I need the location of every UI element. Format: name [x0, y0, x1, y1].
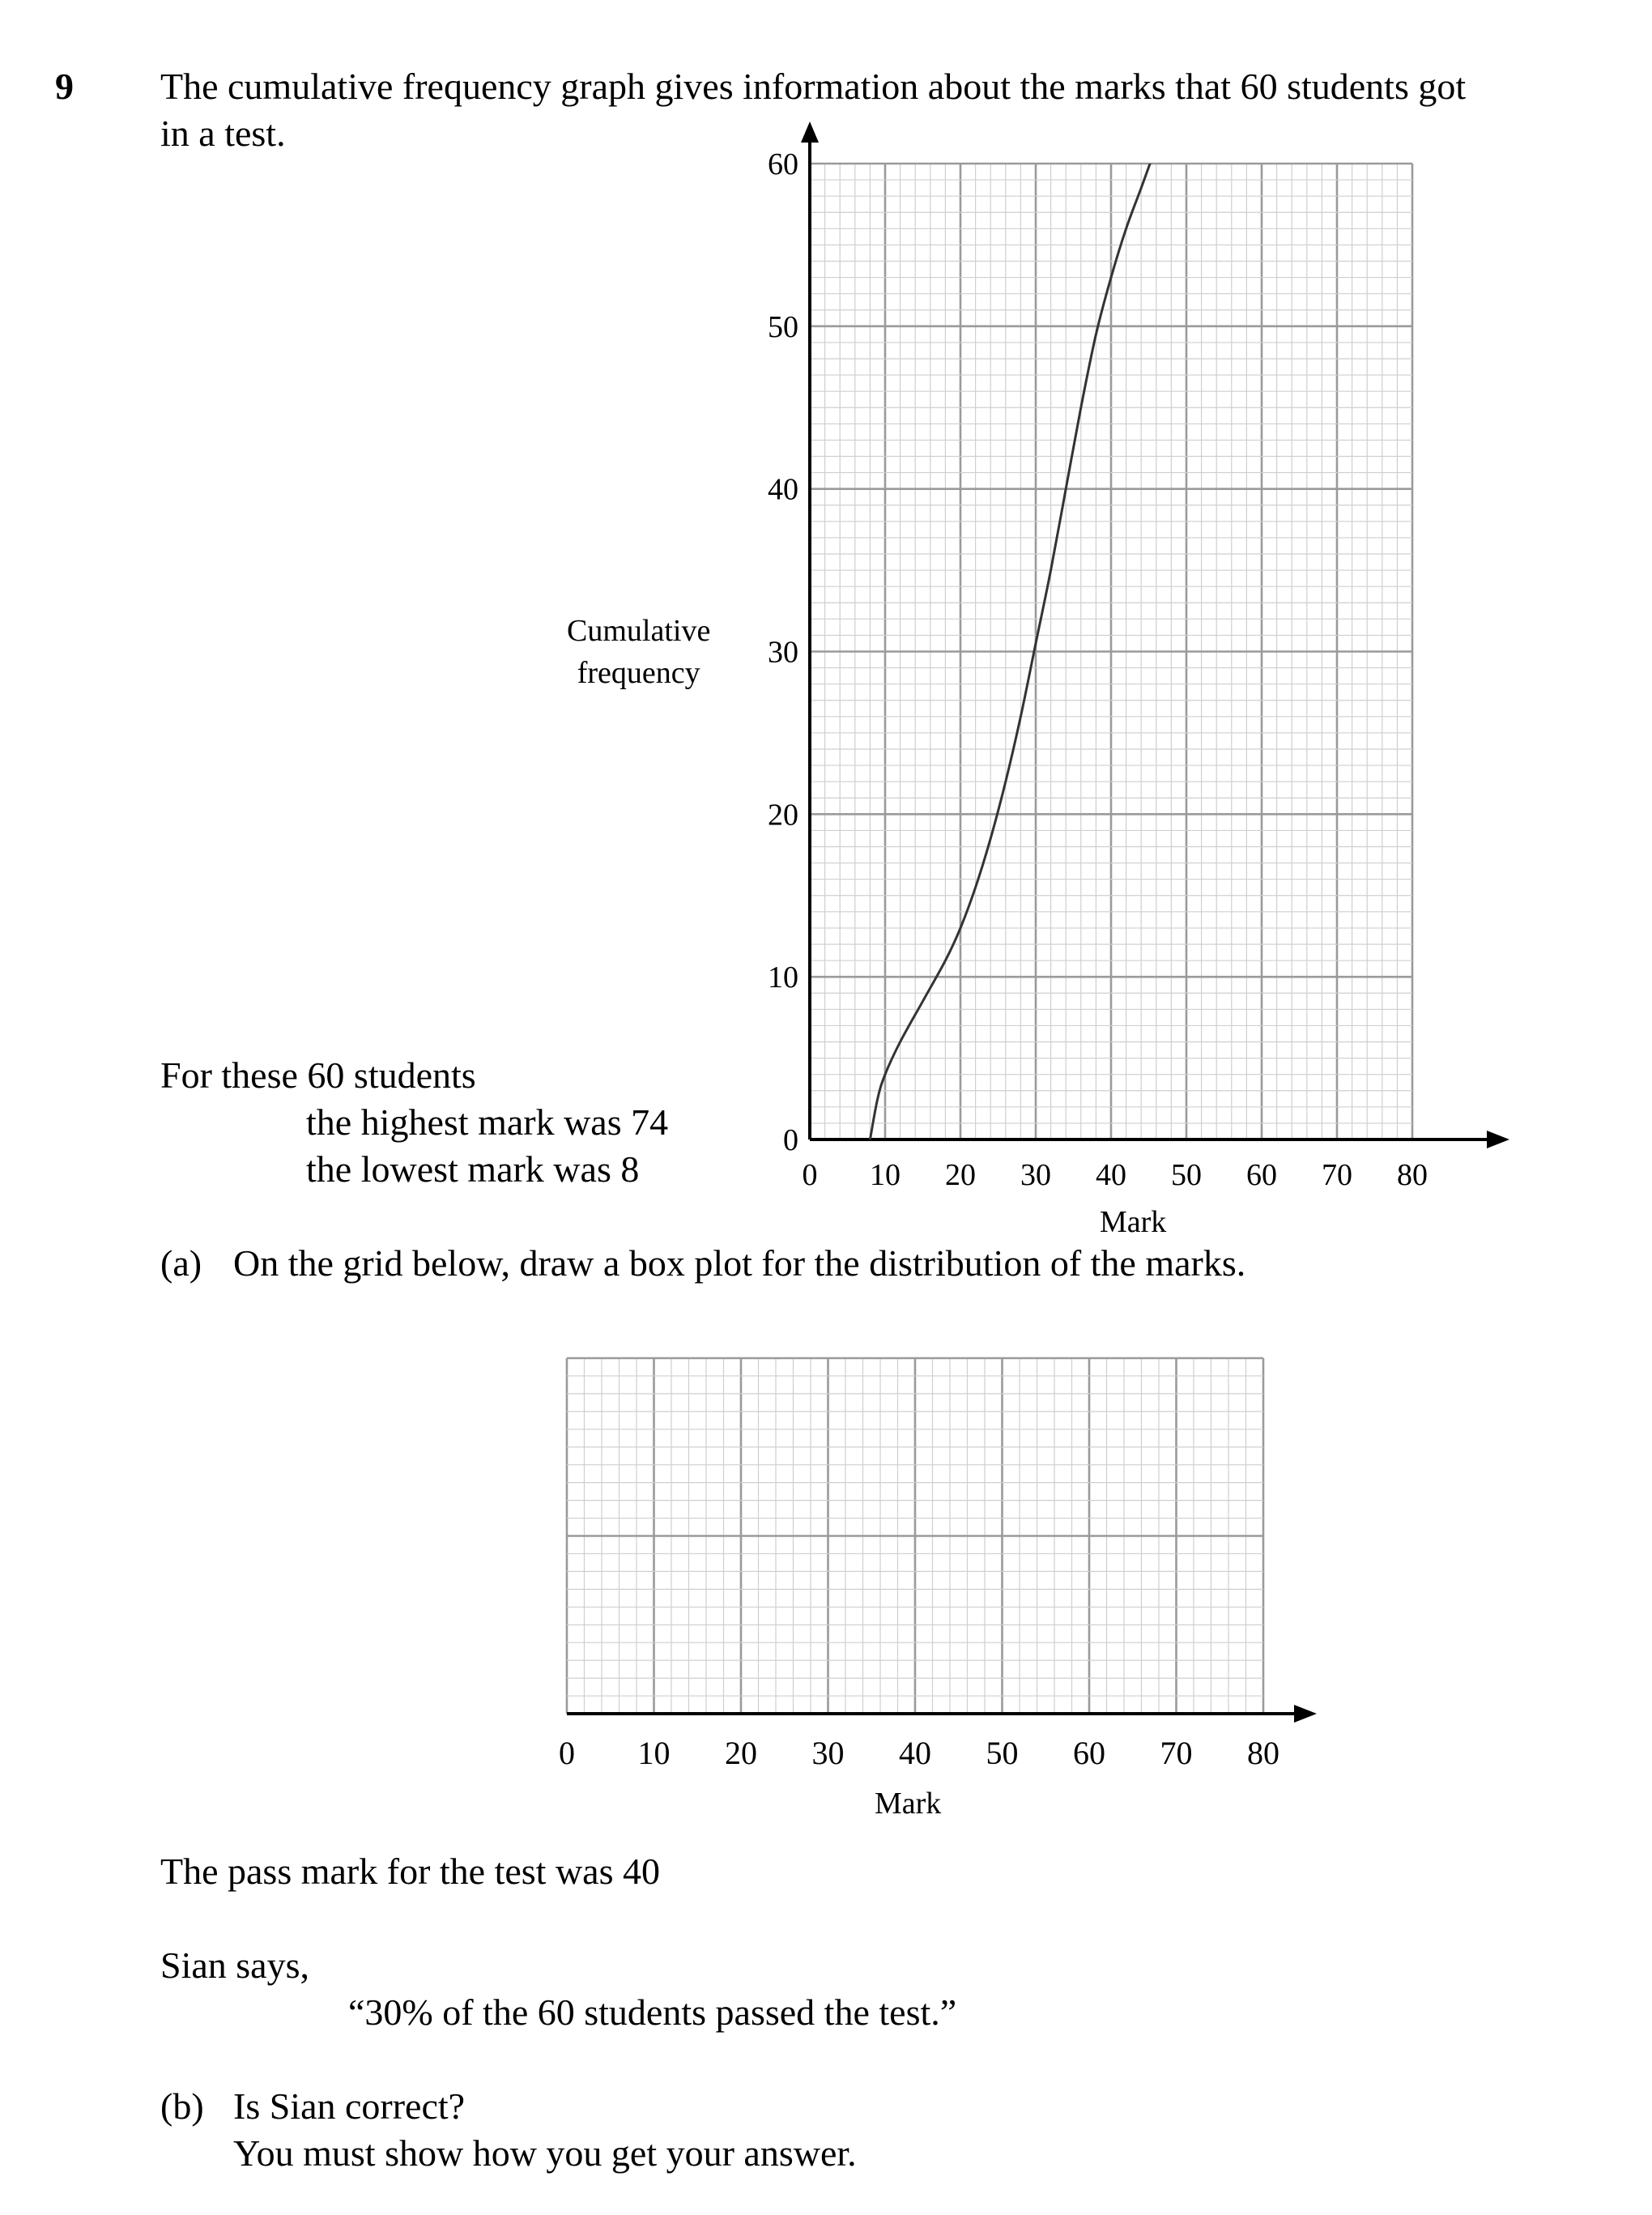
cf-y-tick-label: 30: [768, 635, 798, 670]
cf-y-tick-label: 0: [783, 1123, 798, 1157]
cf-xlabel: Mark: [1100, 1205, 1167, 1239]
cf-y-tick-label: 40: [768, 472, 798, 507]
info-lowest: the lowest mark was 8: [306, 1148, 640, 1190]
info-heading: For these 60 students: [160, 1054, 476, 1096]
sian-intro: Sian says,: [160, 1945, 309, 1986]
cf-ylabel-word: Cumulative: [567, 614, 711, 648]
cf-x-tick-label: 20: [945, 1158, 976, 1192]
part-b-line1: Is Sian correct?: [233, 2085, 466, 2127]
part-b-label: (b): [160, 2085, 204, 2127]
cf-x-tick-label: 40: [1096, 1158, 1126, 1192]
part-a-label: (a): [160, 1242, 202, 1284]
bp-x-tick-label: 10: [637, 1735, 671, 1771]
cf-y-tick-label: 20: [768, 798, 798, 833]
cf-y-tick-label: 10: [768, 961, 798, 995]
cf-x-tick-label: 10: [870, 1158, 901, 1192]
bp-x-tick-label: 0: [559, 1735, 575, 1771]
part-a-text: On the grid below, draw a box plot for the distribution of the marks.: [233, 1242, 1246, 1284]
bp-x-tick-label: 80: [1247, 1735, 1279, 1771]
sian-quote: “30% of the 60 students passed the test.”: [348, 1991, 957, 2033]
question-intro-line1: The cumulative frequency graph gives information about the marks that 60 students got: [160, 66, 1467, 107]
bp-x-axis-arrow: [1294, 1705, 1317, 1723]
bp-axes: [567, 1705, 1317, 1723]
cf-x-tick-label: 30: [1020, 1158, 1051, 1192]
question-intro-line2: in a test.: [160, 113, 286, 154]
cf-x-tick-label: 70: [1322, 1158, 1352, 1192]
part-b-line2: You must show how you get your answer.: [233, 2132, 857, 2174]
bp-tick-labels: [559, 1735, 1279, 1771]
pass-mark-text: The pass mark for the test was 40: [160, 1851, 661, 1892]
info-highest: the highest mark was 74: [306, 1101, 669, 1143]
cf-x-tick-label: 60: [1246, 1158, 1277, 1192]
bp-x-tick-label: 60: [1073, 1735, 1105, 1771]
bp-x-tick-label: 70: [1160, 1735, 1193, 1771]
cf-x-tick-label: 0: [802, 1158, 818, 1192]
question-number: 9: [55, 66, 74, 107]
cf-x-tick-label: 50: [1171, 1158, 1202, 1192]
bp-grid: [567, 1358, 1263, 1714]
bp-x-tick-label: 40: [899, 1735, 931, 1771]
cf-y-tick-label: 50: [768, 309, 798, 344]
bp-x-tick-label: 20: [725, 1735, 757, 1771]
bp-x-tick-label: 50: [986, 1735, 1019, 1771]
bp-x-tick-label: 30: [811, 1735, 845, 1771]
bp-xlabel: Mark: [875, 1787, 942, 1821]
cf-x-tick-label: 80: [1397, 1158, 1428, 1192]
cf-ylabel-word: frequency: [577, 656, 700, 690]
cf-y-tick-label: 60: [768, 147, 798, 181]
